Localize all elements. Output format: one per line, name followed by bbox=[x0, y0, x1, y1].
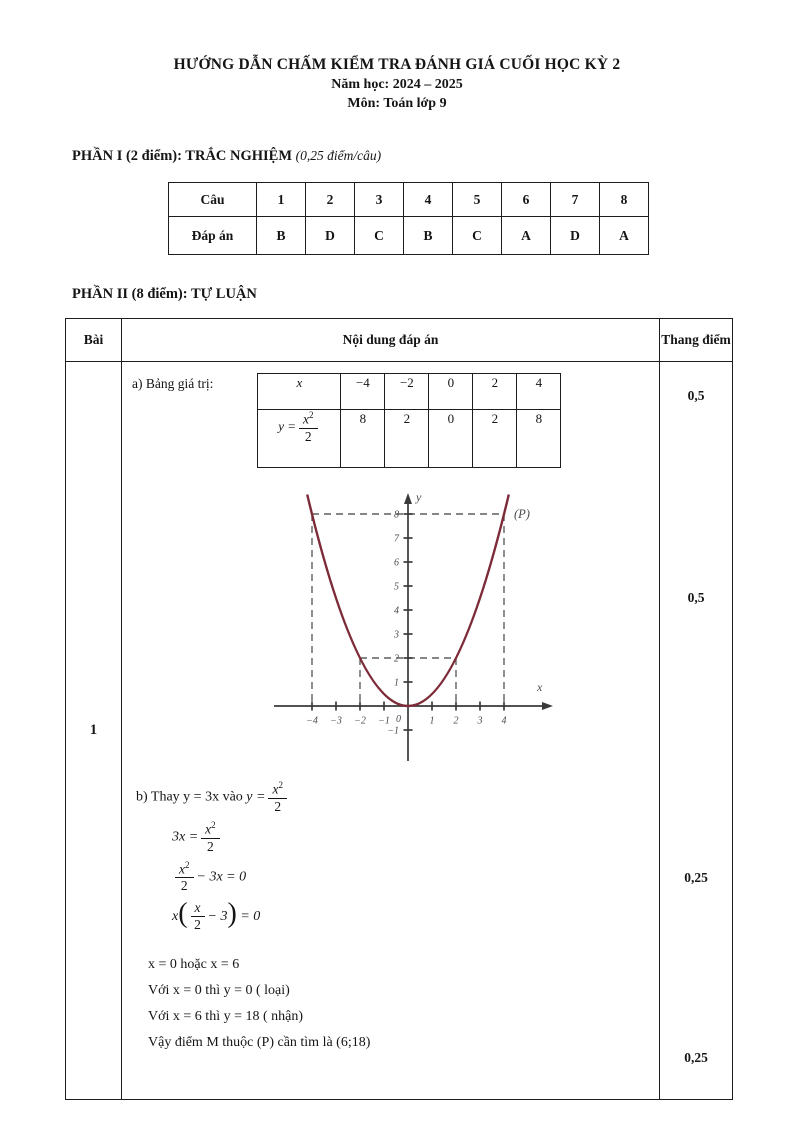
mc-question-number: 6 bbox=[502, 183, 551, 217]
score-value: 0,25 bbox=[684, 1050, 708, 1065]
fraction-x-over-2: $\frac{x}{2}$ bbox=[191, 901, 205, 932]
score-value: 0,5 bbox=[687, 388, 705, 403]
part1-heading bbox=[72, 148, 794, 165]
right-parenthesis: ) bbox=[227, 898, 237, 930]
mc-question-row-label: Câu bbox=[169, 183, 257, 217]
score-value: 0,5 bbox=[687, 590, 705, 605]
conclusion-line: Với x = 6 thì y = 18 ( nhận) bbox=[148, 1008, 304, 1024]
parabola-graph bbox=[268, 484, 558, 769]
svg-text:4: 4 bbox=[394, 605, 399, 617]
exercise-number: 1 bbox=[66, 362, 122, 1100]
mc-answer: B bbox=[404, 217, 453, 255]
values-x-cell: −2 bbox=[385, 374, 429, 410]
values-y-cell: 2 bbox=[385, 410, 429, 468]
values-x-cell: 0 bbox=[429, 374, 473, 410]
equation-1: 3x = $\frac{x^2}{2}$ bbox=[172, 821, 653, 854]
mc-answer: D bbox=[306, 217, 355, 255]
svg-text:6: 6 bbox=[394, 557, 399, 569]
y-axis bbox=[404, 501, 413, 761]
conclusion-line: x = 0 hoặc x = 6 bbox=[148, 956, 240, 972]
values-table bbox=[257, 373, 561, 468]
section-b-text: b) Thay y = 3x vào bbox=[136, 789, 243, 805]
subject-line: Môn: Toán lớp 9 bbox=[347, 96, 447, 111]
equation-3: x( $\frac{x}{2}$ − 3) = 0 bbox=[172, 898, 261, 932]
svg-text:−1: −1 bbox=[387, 725, 399, 737]
mc-answer: C bbox=[355, 217, 404, 255]
rubric-body-row bbox=[66, 362, 733, 1100]
section-a-label: a) Bảng giá trị: bbox=[132, 376, 214, 391]
conclusion-lines bbox=[148, 952, 653, 1056]
mc-question-number: 8 bbox=[600, 183, 649, 217]
x-tick-labels bbox=[306, 716, 506, 727]
values-x-row bbox=[258, 374, 561, 410]
values-y-cell: 0 bbox=[429, 410, 473, 468]
svg-text:−1: −1 bbox=[378, 715, 390, 727]
conclusion-line: Vậy điểm M thuộc (P) cần tìm là (6;18) bbox=[148, 1034, 371, 1050]
mc-question-number: 4 bbox=[404, 183, 453, 217]
rubric-col-score: Thang điểm bbox=[660, 319, 733, 362]
svg-text:−3: −3 bbox=[330, 715, 342, 727]
part1-heading-main: PHẦN I (2 điểm): TRẮC NGHIỆM bbox=[72, 148, 293, 164]
rubric-col-exercise: Bài bbox=[66, 319, 122, 362]
fraction-x2-over-2: $\frac{x^2}{2}$ bbox=[201, 821, 220, 854]
values-x-cell: −4 bbox=[341, 374, 385, 410]
mc-answer-row-label: Đáp án bbox=[169, 217, 257, 255]
x-axis-arrow bbox=[542, 702, 553, 710]
mc-answer: A bbox=[502, 217, 551, 255]
values-x-cell: 4 bbox=[517, 374, 561, 410]
rubric-col-content: Nội dung đáp án bbox=[122, 319, 660, 362]
mc-question-number: 5 bbox=[453, 183, 502, 217]
svg-text:3: 3 bbox=[394, 629, 399, 641]
x-axis-label: x bbox=[537, 680, 543, 694]
values-x-header: x bbox=[258, 374, 341, 410]
values-y-header: y = $\frac{x^2}{2}$ bbox=[258, 410, 341, 468]
score-value: 0,25 bbox=[684, 870, 708, 885]
mc-question-number: 2 bbox=[306, 183, 355, 217]
y-axis-label: y bbox=[416, 490, 422, 504]
svg-text:8: 8 bbox=[394, 509, 399, 521]
page-title: HƯỚNG DẪN CHẤM KIỂM TRA ĐÁNH GIÁ CUỐI HỌC KỲ 2 bbox=[173, 56, 621, 73]
document-header bbox=[0, 0, 794, 112]
mc-question-number: 3 bbox=[355, 183, 404, 217]
mc-question-row bbox=[169, 183, 649, 217]
rubric-header-row bbox=[66, 319, 733, 362]
section-a bbox=[132, 373, 653, 468]
values-y-cell: 2 bbox=[473, 410, 517, 468]
mc-answer-row bbox=[169, 217, 649, 255]
curve-label: (P) bbox=[514, 507, 530, 521]
svg-text:−2: −2 bbox=[354, 715, 366, 727]
answer-content-cell bbox=[122, 362, 660, 1100]
part2-heading: PHẦN II (8 điểm): TỰ LUẬN bbox=[72, 286, 257, 302]
origin-label: 0 bbox=[396, 714, 401, 725]
svg-text:1: 1 bbox=[429, 715, 435, 727]
svg-text:−4: −4 bbox=[306, 715, 318, 727]
svg-text:4: 4 bbox=[501, 715, 507, 727]
values-y-row bbox=[258, 410, 561, 468]
mc-answer: B bbox=[257, 217, 306, 255]
fraction-x2-over-2: $\frac{x^2}{2}$ bbox=[268, 781, 287, 814]
svg-text:5: 5 bbox=[394, 581, 399, 593]
values-y-cell: 8 bbox=[517, 410, 561, 468]
mc-answer: A bbox=[600, 217, 649, 255]
mc-answer: D bbox=[551, 217, 600, 255]
svg-text:1: 1 bbox=[394, 677, 399, 689]
svg-text:2: 2 bbox=[453, 715, 459, 727]
y-axis-arrow bbox=[404, 493, 412, 504]
fraction-x2-over-2: $\frac{x^2}{2}$ bbox=[299, 411, 318, 444]
part1-heading-note: (0,25 điểm/câu) bbox=[295, 148, 382, 163]
values-y-cell: 8 bbox=[341, 410, 385, 468]
rubric-table bbox=[65, 318, 733, 1100]
svg-text:2: 2 bbox=[394, 653, 399, 665]
school-year: Năm học: 2024 – 2025 bbox=[331, 77, 463, 92]
equation-2: $\frac{x^2}{2}$ − 3x = 0 bbox=[172, 861, 653, 894]
svg-text:7: 7 bbox=[394, 533, 399, 545]
left-parenthesis: ( bbox=[178, 898, 188, 930]
conclusion-line: Với x = 0 thì y = 0 ( loại) bbox=[148, 982, 290, 998]
section-b-intro: b) Thay y = 3x vào y = $\frac{x^2}{2}$ bbox=[136, 781, 653, 814]
values-x-cell: 2 bbox=[473, 374, 517, 410]
fraction-x2-over-2: $\frac{x^2}{2}$ bbox=[175, 861, 194, 894]
mc-question-number: 7 bbox=[551, 183, 600, 217]
score-cell bbox=[660, 362, 733, 1100]
mc-question-number: 1 bbox=[257, 183, 306, 217]
multiple-choice-answer-table bbox=[168, 182, 649, 255]
svg-text:3: 3 bbox=[477, 715, 483, 727]
mc-answer: C bbox=[453, 217, 502, 255]
